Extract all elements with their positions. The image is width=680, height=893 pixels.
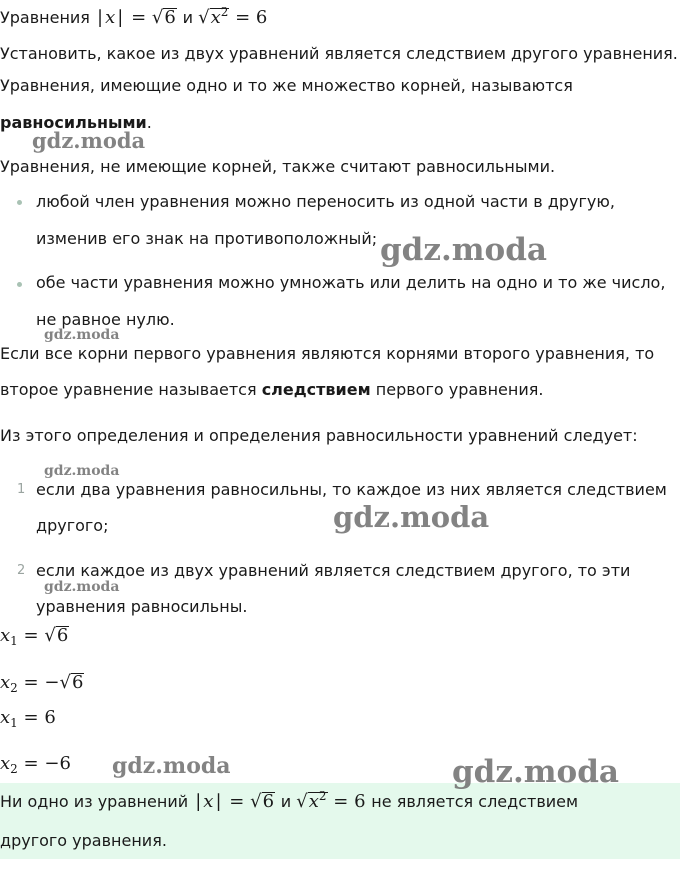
watermark: gdz.moda: [44, 327, 120, 343]
definition-line-1: Если все корни первого уравнения являются корнями второго уравнения, то: [0, 344, 655, 363]
watermark: gdz.moda: [452, 754, 619, 790]
page-title: [0, 6, 267, 30]
numbered-1-line-1: если два уравнения равносильны, то каждое из них является следствием: [36, 480, 667, 499]
watermark: gdz.moda: [333, 500, 490, 534]
bullet-dot: [17, 282, 22, 287]
bullet-2-line-1: обе части уравнения можно умножать или делить на одно и то же число,: [36, 273, 666, 292]
solution-2: $x_2 = -√6$: [0, 672, 84, 695]
watermark: gdz.moda: [380, 232, 547, 268]
bullet-dot: [17, 200, 22, 205]
solution-4: $x_2 = -6$: [0, 753, 71, 776]
consequence-intro: Из этого определения и определения равносильности уравнений следует:: [0, 426, 638, 445]
term-equivalent: равносильными: [0, 113, 147, 132]
intro-line-4: Уравнения, не имеющие корней, также считают равносильными.: [0, 157, 556, 176]
bullet-2-line-2: не равное нулю.: [36, 310, 175, 329]
answer-line-1: Ни одно из уравнений | x | = √6 и $√x^2 = 6$ не является следствием: [0, 789, 579, 812]
bullet-1-line-2: изменив его знак на противоположный;: [36, 229, 378, 248]
watermark: gdz.moda: [112, 753, 231, 779]
watermark: gdz.moda: [32, 128, 146, 153]
bullet-1-line-1: любой член уравнения можно переносить из одной части в другую,: [36, 192, 615, 211]
equation-abs: | x | = √6: [97, 7, 176, 28]
equation-sqrt: $√x^2 = 6$: [198, 5, 268, 28]
solution-3: $x_1 = 6$: [0, 707, 56, 730]
watermark: gdz.moda: [44, 579, 120, 595]
intro-line-3: равносильными.: [0, 113, 152, 132]
numbered-2-line-2: уравнения равносильны.: [36, 597, 248, 616]
definition-line-2: второе уравнение называется следствием первого уравнения.: [0, 380, 544, 399]
numbered-2-line-1: если каждое из двух уравнений является следствием другого, то эти: [36, 561, 631, 580]
list-number: 2: [17, 563, 26, 578]
watermark: gdz.moda: [44, 463, 120, 479]
numbered-1-line-2: другого;: [36, 516, 109, 535]
list-number: 1: [17, 482, 26, 497]
intro-line-1: Установить, какое из двух уравнений является следствием другого уравнения.: [0, 44, 678, 63]
title-prefix: Уравнения: [0, 8, 90, 27]
intro-line-2: Уравнения, имеющие одно и то же множество корней, называются: [0, 76, 573, 95]
solution-1: $x_1 = √6$: [0, 625, 69, 648]
title-conj: и: [182, 8, 193, 27]
answer-line-2: другого уравнения.: [0, 831, 167, 850]
term-consequence: следствием: [261, 380, 371, 399]
